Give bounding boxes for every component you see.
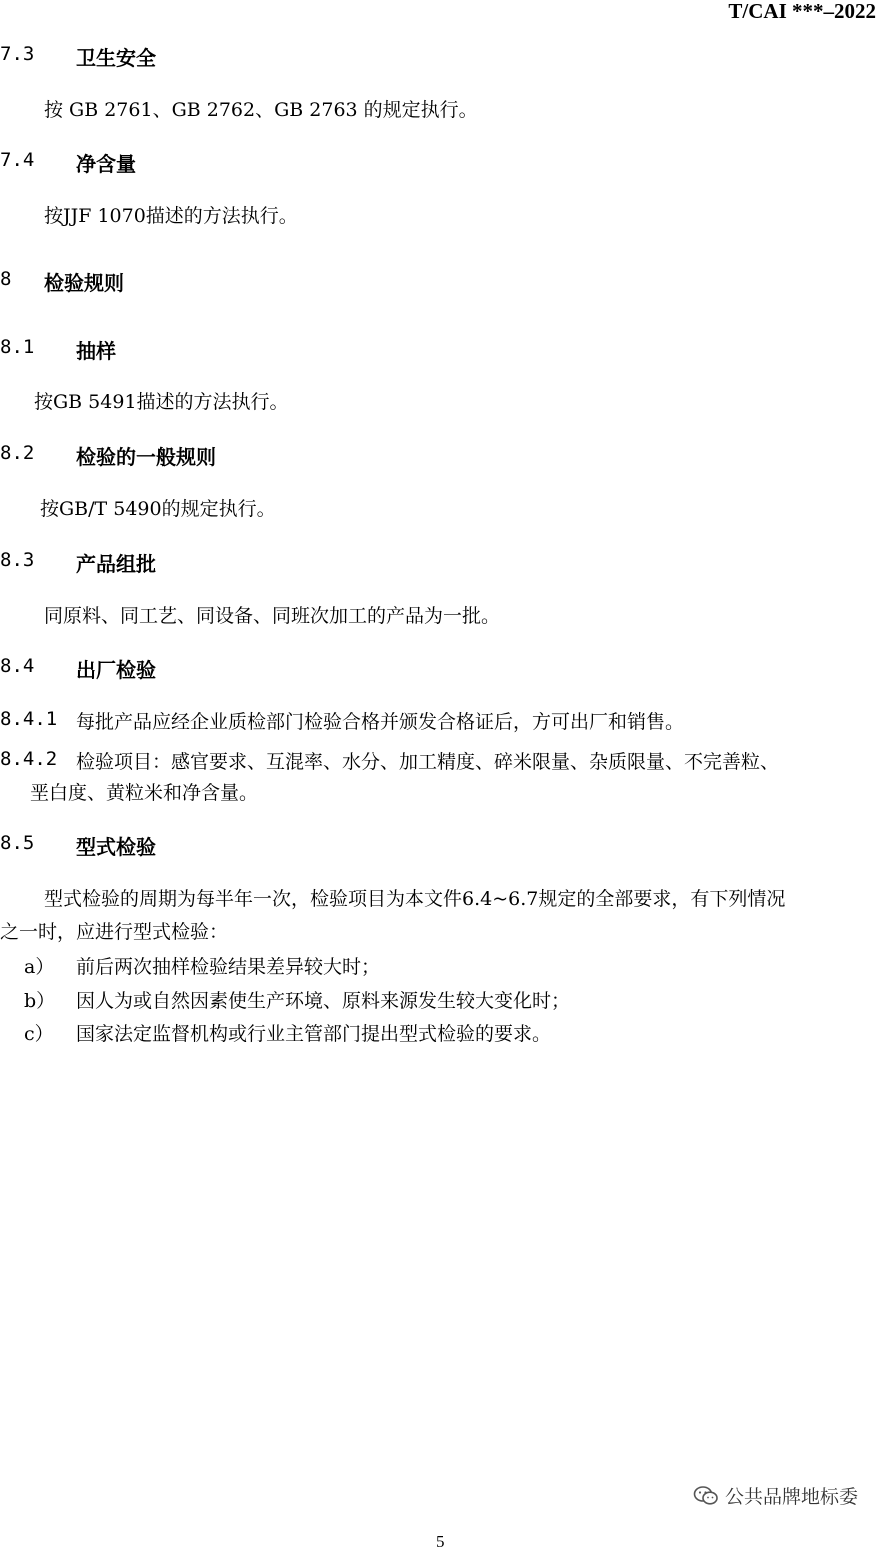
paragraph: 同原料、同工艺、同设备、同班次加工的产品为一批。 [44, 605, 501, 627]
list-item: 因人为或自然因素使生产环境、原料来源发生较大变化时； [76, 990, 571, 1012]
paragraph-line: 型式检验的周期为每半年一次，检验项目为本文件6.4~6.7规定的全部要求，有下列情况 [44, 888, 786, 910]
clause-number: 8.4.1 [0, 708, 58, 730]
paragraph-line: 之一时，应进行型式检验： [0, 921, 229, 943]
section-title: 出厂检验 [76, 658, 156, 682]
paragraph-line: 垩白度、黄粒米和净含量。 [30, 782, 259, 804]
paragraph: 按JJF 1070描述的方法执行。 [44, 205, 298, 227]
section-title: 检验的一般规则 [76, 445, 216, 469]
section-title: 产品组批 [76, 552, 156, 576]
list-marker: b） [24, 990, 56, 1012]
list-item: 前后两次抽样检验结果差异较大时； [76, 956, 381, 978]
paragraph: 按GB/T 5490的规定执行。 [40, 498, 276, 520]
clause-number: 8.4.2 [0, 748, 58, 770]
section-number: 8.3 [0, 549, 35, 571]
list-item: 国家法定监督机构或行业主管部门提出型式检验的要求。 [76, 1023, 552, 1045]
chapter-title: 检验规则 [44, 271, 124, 295]
section-title: 净含量 [76, 152, 136, 176]
section-title: 卫生安全 [76, 46, 156, 70]
chapter-number: 8 [0, 268, 12, 290]
section-number: 7.4 [0, 149, 35, 171]
watermark-text: 公共品牌地标委 [724, 1486, 858, 1508]
watermark [693, 1482, 858, 1509]
section-number: 8.4 [0, 655, 35, 677]
section-number: 8.2 [0, 442, 35, 464]
section-number: 8.1 [0, 336, 35, 358]
document-code: T/CAI ***–2022 [728, 0, 876, 23]
paragraph: 每批产品应经企业质检部门检验合格并颁发合格证后，方可出厂和销售。 [76, 711, 685, 733]
wechat-icon [693, 1485, 719, 1507]
paragraph: 按 GB 2761、GB 2762、GB 2763 的规定执行。 [44, 99, 478, 121]
section-title: 抽样 [76, 339, 116, 363]
section-number: 7.3 [0, 43, 35, 65]
page-number: 5 [436, 1532, 445, 1551]
list-marker: c） [24, 1023, 54, 1045]
section-title: 型式检验 [76, 835, 156, 859]
list-marker: a） [24, 956, 55, 978]
section-number: 8.5 [0, 832, 35, 854]
paragraph: 按GB 5491描述的方法执行。 [34, 391, 289, 413]
paragraph-line: 检验项目：感官要求、互混率、水分、加工精度、碎米限量、杂质限量、不完善粒、 [76, 751, 780, 773]
